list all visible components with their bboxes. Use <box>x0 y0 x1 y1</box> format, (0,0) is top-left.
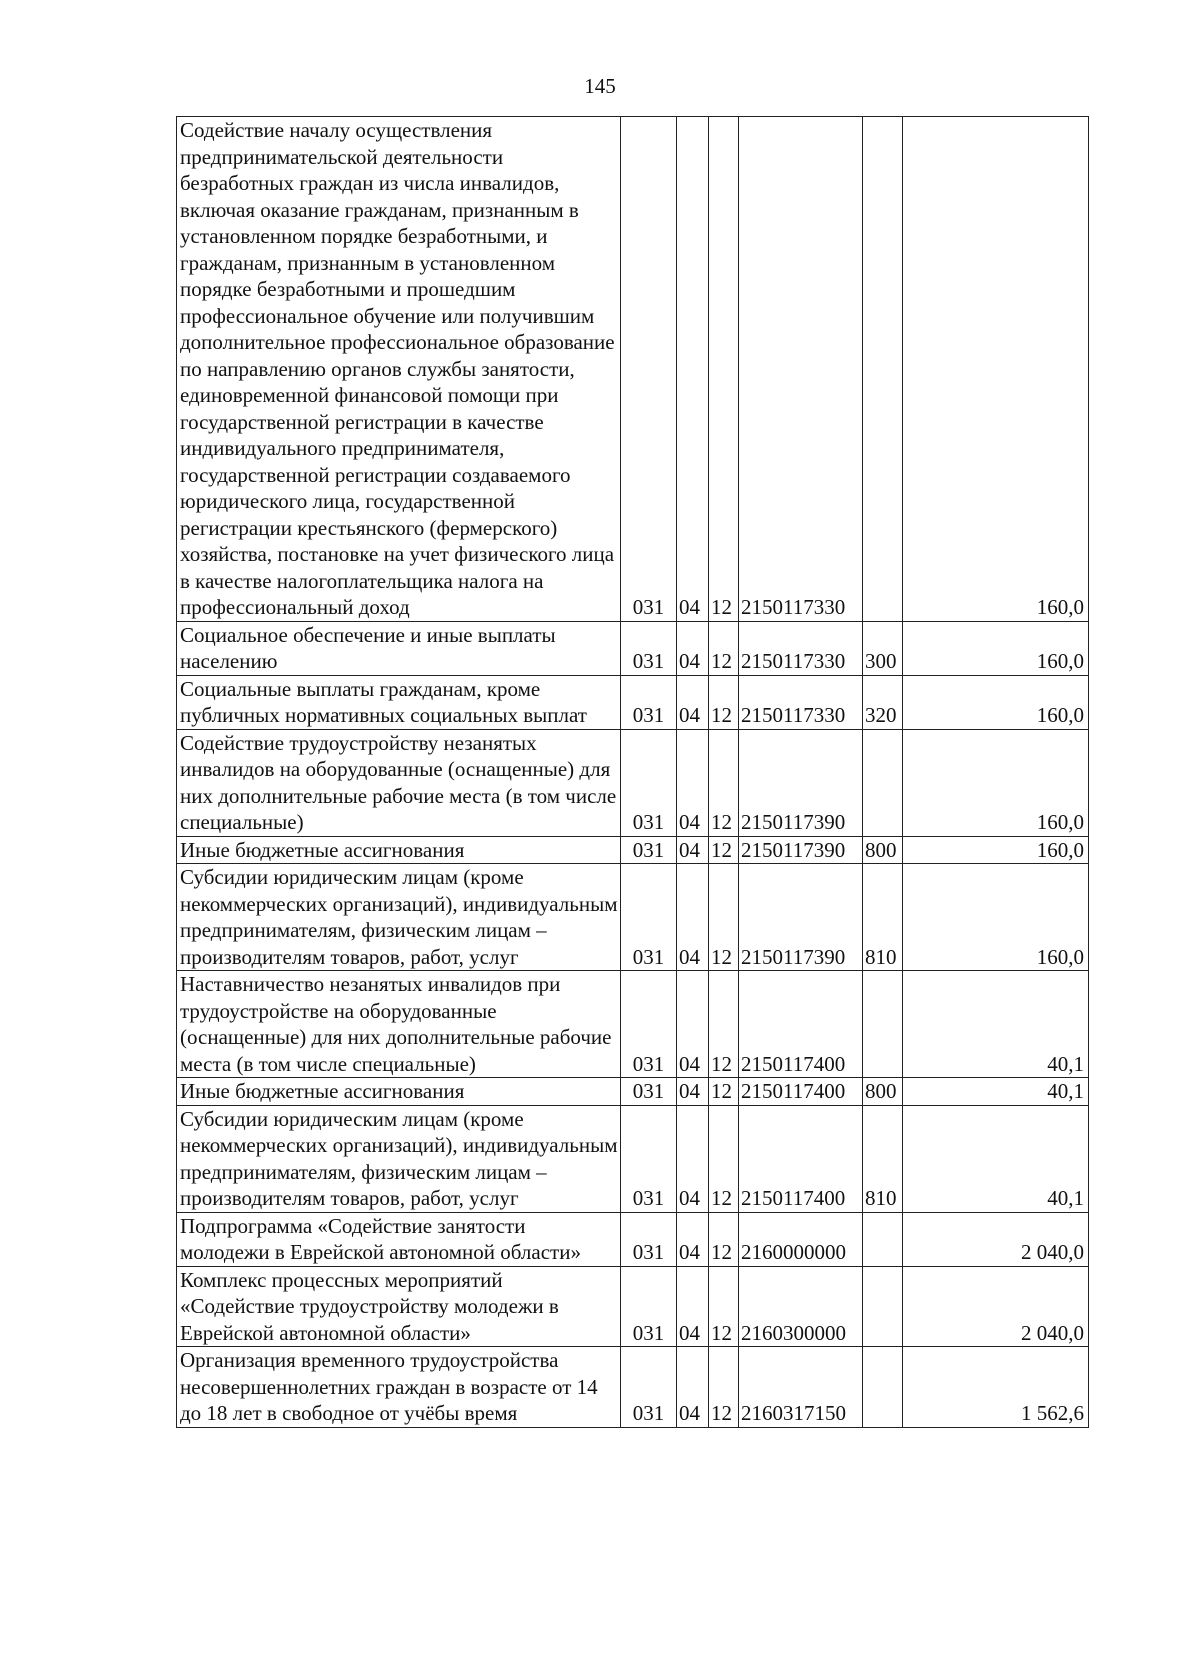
row-name: Иные бюджетные ассигнования <box>177 1078 621 1106</box>
row-target-code: 2160300000 <box>739 1266 863 1347</box>
row-name: Иные бюджетные ассигнования <box>177 836 621 864</box>
row-sum: 40,1 <box>903 971 1089 1078</box>
row-glava: 031 <box>621 836 677 864</box>
table-row <box>177 729 1089 836</box>
row-podrazdel: 12 <box>709 1078 739 1106</box>
row-target-code: 2150117400 <box>739 1105 863 1212</box>
row-name: Наставничество незанятых инвалидов при трудоустройстве на оборудованные (оснащенные) для них дополнительные рабочие места (в том числе специальные) <box>177 971 621 1078</box>
row-glava: 031 <box>621 1212 677 1266</box>
page-number: 145 <box>584 74 616 98</box>
row-sum: 160,0 <box>903 836 1089 864</box>
row-glava: 031 <box>621 1266 677 1347</box>
row-glava: 031 <box>621 1105 677 1212</box>
row-sum: 40,1 <box>903 1078 1089 1106</box>
row-sum: 160,0 <box>903 675 1089 729</box>
table-row <box>177 1078 1089 1106</box>
row-razdel: 04 <box>677 1105 709 1212</box>
row-expense-type <box>863 1266 903 1347</box>
row-target-code: 2150117330 <box>739 675 863 729</box>
row-expense-type: 800 <box>863 836 903 864</box>
table-row <box>177 971 1089 1078</box>
row-target-code: 2150117400 <box>739 1078 863 1106</box>
row-expense-type <box>863 971 903 1078</box>
row-name: Содействие началу осуществления предпринимательской деятельности безработных граждан из числа инвалидов, включая оказание гражданам, признанным в установленном порядке безработными, и гражданам, признанным в установленном порядке безработными и прошедшим профессиональное обучение или получившим дополнительное профессиональное образование по направлению органов службы занятости, единовременной финансовой помощи при государственной регистрации в качестве индивидуального предпринимателя, государственной регистрации создаваемого юридического лица, государственной регистрации крестьянского (фермерского) хозяйства, постановке на учет физического лица в качестве налогоплательщика налога на профессиональный доход <box>177 117 621 622</box>
row-podrazdel: 12 <box>709 1212 739 1266</box>
row-name: Социальные выплаты гражданам, кроме публичных нормативных социальных выплат <box>177 675 621 729</box>
row-podrazdel: 12 <box>709 971 739 1078</box>
row-glava: 031 <box>621 971 677 1078</box>
row-razdel: 04 <box>677 117 709 622</box>
row-target-code: 2160317150 <box>739 1347 863 1428</box>
table-row <box>177 1347 1089 1428</box>
budget-table <box>176 116 1089 1428</box>
row-target-code: 2150117390 <box>739 836 863 864</box>
row-target-code: 2150117390 <box>739 864 863 971</box>
row-razdel: 04 <box>677 1347 709 1428</box>
row-podrazdel: 12 <box>709 729 739 836</box>
row-razdel: 04 <box>677 1266 709 1347</box>
row-razdel: 04 <box>677 971 709 1078</box>
row-expense-type <box>863 1212 903 1266</box>
row-razdel: 04 <box>677 864 709 971</box>
row-podrazdel: 12 <box>709 836 739 864</box>
table-row <box>177 117 1089 622</box>
row-sum: 2 040,0 <box>903 1212 1089 1266</box>
row-expense-type: 810 <box>863 1105 903 1212</box>
row-glava: 031 <box>621 864 677 971</box>
row-glava: 031 <box>621 675 677 729</box>
row-sum: 2 040,0 <box>903 1266 1089 1347</box>
row-name: Субсидии юридическим лицам (кроме некоммерческих организаций), индивидуальным предпринимателям, физическим лицам – производителям товаров, работ, услуг <box>177 1105 621 1212</box>
row-glava: 031 <box>621 1347 677 1428</box>
row-podrazdel: 12 <box>709 675 739 729</box>
row-podrazdel: 12 <box>709 1105 739 1212</box>
row-podrazdel: 12 <box>709 1347 739 1428</box>
row-glava: 031 <box>621 621 677 675</box>
row-razdel: 04 <box>677 729 709 836</box>
table-row <box>177 864 1089 971</box>
row-podrazdel: 12 <box>709 864 739 971</box>
row-glava: 031 <box>621 729 677 836</box>
row-target-code: 2150117330 <box>739 117 863 622</box>
row-name: Организация временного трудоустройства несовершеннолетних граждан в возрасте от 14 до 18 лет в свободное от учёбы время <box>177 1347 621 1428</box>
row-razdel: 04 <box>677 675 709 729</box>
row-sum: 1 562,6 <box>903 1347 1089 1428</box>
row-sum: 160,0 <box>903 729 1089 836</box>
row-podrazdel: 12 <box>709 117 739 622</box>
row-expense-type: 300 <box>863 621 903 675</box>
row-podrazdel: 12 <box>709 621 739 675</box>
row-name: Подпрограмма «Содействие занятости молодежи в Еврейской автономной области» <box>177 1212 621 1266</box>
row-expense-type <box>863 1347 903 1428</box>
table-row <box>177 1105 1089 1212</box>
row-name: Содействие трудоустройству незанятых инвалидов на оборудованные (оснащенные) для них дополнительные рабочие места (в том числе специальные) <box>177 729 621 836</box>
row-name: Социальное обеспечение и иные выплаты населению <box>177 621 621 675</box>
row-expense-type <box>863 729 903 836</box>
row-podrazdel: 12 <box>709 1266 739 1347</box>
row-sum: 160,0 <box>903 117 1089 622</box>
table-row <box>177 836 1089 864</box>
row-expense-type <box>863 117 903 622</box>
row-glava: 031 <box>621 1078 677 1106</box>
table-row <box>177 1266 1089 1347</box>
table-row <box>177 675 1089 729</box>
row-razdel: 04 <box>677 621 709 675</box>
row-expense-type: 800 <box>863 1078 903 1106</box>
row-target-code: 2150117330 <box>739 621 863 675</box>
row-razdel: 04 <box>677 1212 709 1266</box>
row-name: Комплекс процессных мероприятий «Содействие трудоустройству молодежи в Еврейской автономной области» <box>177 1266 621 1347</box>
row-expense-type: 810 <box>863 864 903 971</box>
table-row <box>177 621 1089 675</box>
row-razdel: 04 <box>677 836 709 864</box>
row-target-code: 2160000000 <box>739 1212 863 1266</box>
table-row <box>177 1212 1089 1266</box>
row-glava: 031 <box>621 117 677 622</box>
row-sum: 160,0 <box>903 864 1089 971</box>
row-target-code: 2150117390 <box>739 729 863 836</box>
row-sum: 160,0 <box>903 621 1089 675</box>
row-target-code: 2150117400 <box>739 971 863 1078</box>
row-razdel: 04 <box>677 1078 709 1106</box>
row-expense-type: 320 <box>863 675 903 729</box>
row-sum: 40,1 <box>903 1105 1089 1212</box>
row-name: Субсидии юридическим лицам (кроме некоммерческих организаций), индивидуальным предпринимателям, физическим лицам – производителям товаров, работ, услуг <box>177 864 621 971</box>
